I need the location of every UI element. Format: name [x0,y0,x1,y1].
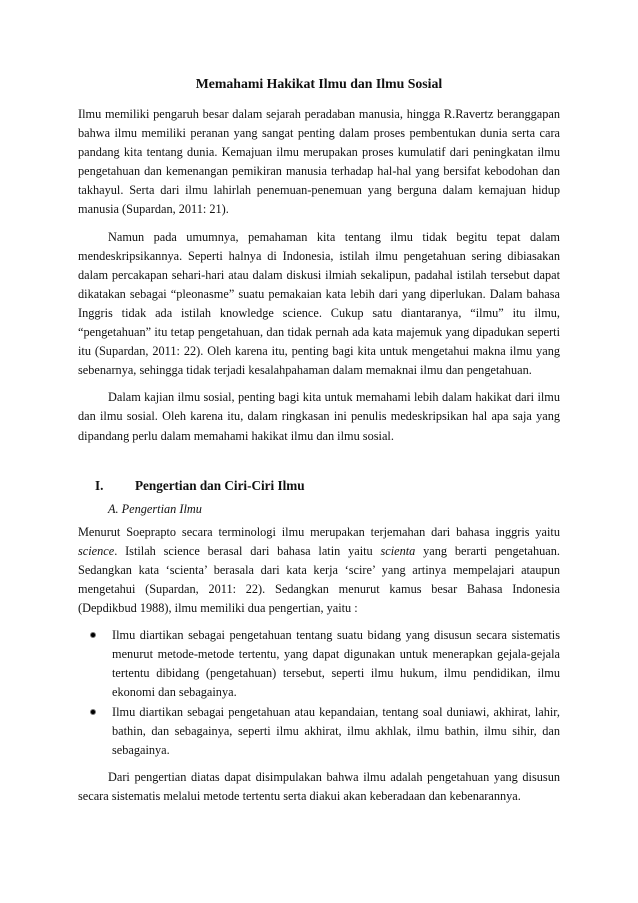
conclusion-paragraph: Dari pengertian diatas dapat disimpulakan bahwa ilmu adalah pengetahuan yang disusun secara sistematis melalui metode tertentu serta diakui akan keberadaan dan kebenarannya. [78,769,560,803]
paragraph-3: Dalam kajian ilmu sosial, penting bagi kita untuk memahami lebih dalam hakikat dari ilmu dan ilmu sosial. Oleh karena itu, dalam ringkasan ini penulis medeskripsikan hal apa saja yang dipandang perlu dalam memahami hakikat ilmu dan ilmu sosial. [78,390,560,443]
bullet-icon [90,632,96,638]
section-title: Pengertian dan Ciri-Ciri Ilmu [135,477,305,493]
intro-text-3: yang berarti pengetahuan. Sedangkan kata ‘scienta’ berasala dari kata kerja ‘scire’ yang artinya mempelajari ataupun mengetahui (Supardan, 2011: 22). Sedangkan menurut kamus besar Bahasa Indonesia (Depdikbud 1988), ilmu memiliki dua pengertian, yaitu : [78,543,560,616]
list-item-text: Ilmu diartikan sebagai pengetahuan tentang suatu bidang yang disusun secara sistematis menurut metode-metode tertentu, yang dapat digunakan untuk menerapkan gejala-gejala tertentu dibidang (pengetahuan) tersebut, seperti ilmu hukum, ilmu pendidikan, ilmu ekonomi dan sebagainya. [112,628,560,700]
bullet-icon [90,709,96,715]
list-item [78,703,560,760]
paragraph-2: Namun pada umumnya, pemahaman kita tentang ilmu tidak begitu tepat dalam mendeskripsikannya. Seperti halnya di Indonesia, istilah ilmu pengetahuan sering dibiasakan dalam percakapan sehari-hari atau dalam diskusi ilmiah sekalipun, padahal istilah tersebut dapat dikatakan sebagai “pleonasme” suatu pemakaian kata lebih dari yang diperlukan. Dalam bahasa Inggris tidak ada istilah knowledge science. Cukup satu diantaranya, “ilmu” itu ilmu, “pengetahuan” itu tetap pengetahuan, dan tidak pernah ada kata majemuk yang dipadukan seperti itu (Supardan, 2011: 22). Oleh karena itu, penting bagi kita untuk mengetahui makna ilmu yang sebenarnya, sehingga tidak terjadi kesalahpahaman dalam memaknai ilmu dan pengetahuan. [78,229,560,378]
intro-text-1: Menurut Soeprapto secara terminologi ilmu merupakan terjemahan dari bahasa inggris yaitu [78,524,560,539]
paragraph-1: Ilmu memiliki pengaruh besar dalam sejarah peradaban manusia, hingga R.Ravertz beranggapan bahwa ilmu memiliki peranan yang sangat penting dalam proses pembentukan dunia serta cara pandang kita tentang dunia. Kemajuan ilmu merupakan proses kumulatif dari peningkatan ilmu pengetahuan dan kemenangan pemikiran manusia terhadap hal-hal yang bersifat kebodohan dan takhayul. Serta dari ilmu lahirlah penemuan-penemuan yang berguna dalam kemajuan hidup manusia (Supardan, 2011: 21). [78,107,560,217]
definition-list [78,626,560,760]
page-title: Memahami Hakikat Ilmu dan Ilmu Sosial [195,76,443,91]
subheading: A. Pengertian Ilmu [108,501,202,516]
intro-term-scienta: scienta [380,543,416,558]
section-intro [78,523,560,618]
list-item-text: Ilmu diartikan sebagai pengetahuan atau kepandaian, tentang soal duniawi, akhirat, lahir, bathin, dan sebagainya, seperti ilmu akhirat, ilmu akhlak, ilmu bathin, ilmu sihir, dan sebagainya. [112,704,560,757]
section-heading [78,476,560,496]
intro-text-2: . Istilah science berasal dari bahasa latin yaitu [114,543,381,558]
intro-term-science: science [78,543,115,558]
section-number: I. [95,477,104,493]
list-item [78,626,560,702]
